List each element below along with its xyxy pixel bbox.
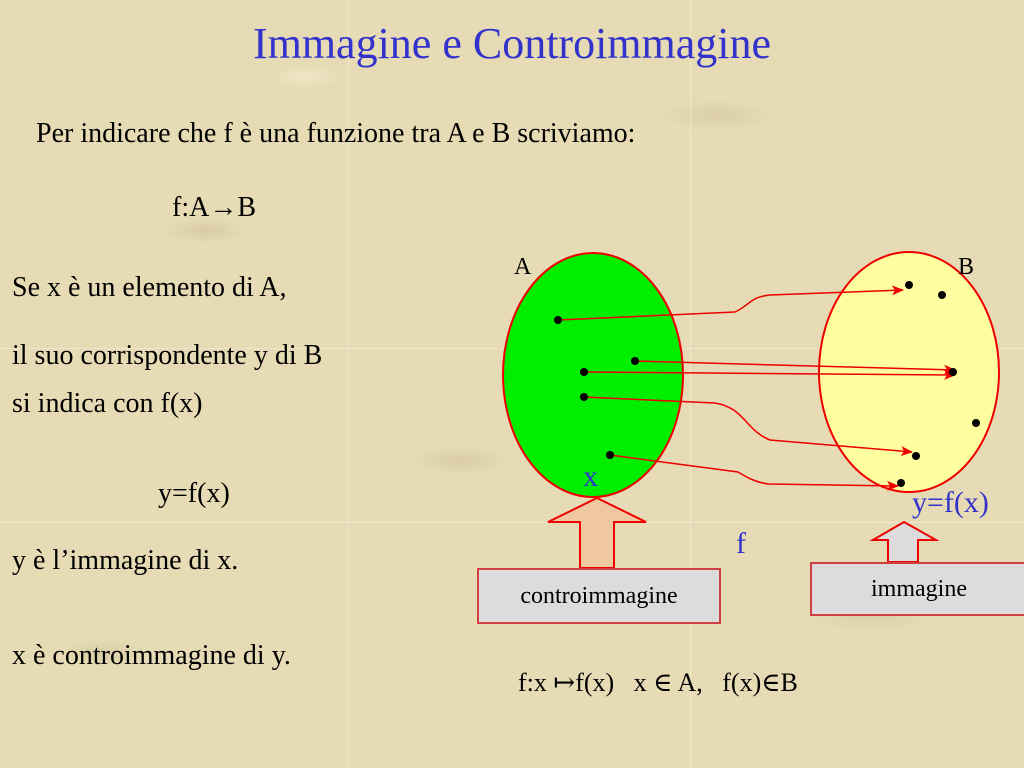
mapsto-arrow-icon: ↦ <box>553 668 576 697</box>
function-f-label: f <box>736 527 746 560</box>
set-b-label: B <box>958 254 975 280</box>
set-a-point <box>606 451 614 459</box>
set-a-point <box>580 368 588 376</box>
set-b-point <box>949 368 957 376</box>
y-label: y=f(x) <box>912 486 989 519</box>
set-a-point <box>631 357 639 365</box>
set-a-point <box>580 393 588 401</box>
set-a-label: A <box>514 254 532 280</box>
notation-suffix: B <box>237 192 257 223</box>
up-arrow-icon <box>548 498 646 568</box>
slide-title: Immagine e Controimmagine <box>252 19 772 68</box>
formula-part3: x ∈ A, <box>633 668 703 697</box>
set-b-point <box>905 281 913 289</box>
set-b-point <box>897 479 905 487</box>
set-b-point <box>972 419 980 427</box>
controimmagine-box: controimmagine <box>477 568 721 624</box>
formula-part2: f(x) <box>575 668 615 697</box>
text-se-x: Se x è un elemento di A, <box>12 272 287 303</box>
text-corrispondente-line1: il suo corrispondente y di B <box>12 340 323 371</box>
text-corrispondente-line2: si indica con f(x) <box>12 388 203 419</box>
right-arrow-icon: → <box>209 192 238 223</box>
equation-y: y=f(x) <box>158 478 230 509</box>
set-b-point <box>938 291 946 299</box>
formula-part1: f:x <box>518 668 554 697</box>
set-a-point <box>554 316 562 324</box>
immagine-box: immagine <box>810 562 1024 616</box>
text-controimmagine: x è controimmagine di y. <box>12 640 291 671</box>
up-arrow-icon <box>873 522 936 562</box>
formula-part4: f(x)∈B <box>722 668 798 697</box>
text-immagine: y è l’immagine di x. <box>12 545 239 576</box>
bottom-formula <box>518 668 798 698</box>
set-b-point <box>912 452 920 460</box>
intro-text: Per indicare che f è una funzione tra A e B scriviamo: <box>36 118 636 149</box>
notation-prefix: f:A <box>172 192 210 223</box>
x-label: x <box>583 460 598 493</box>
